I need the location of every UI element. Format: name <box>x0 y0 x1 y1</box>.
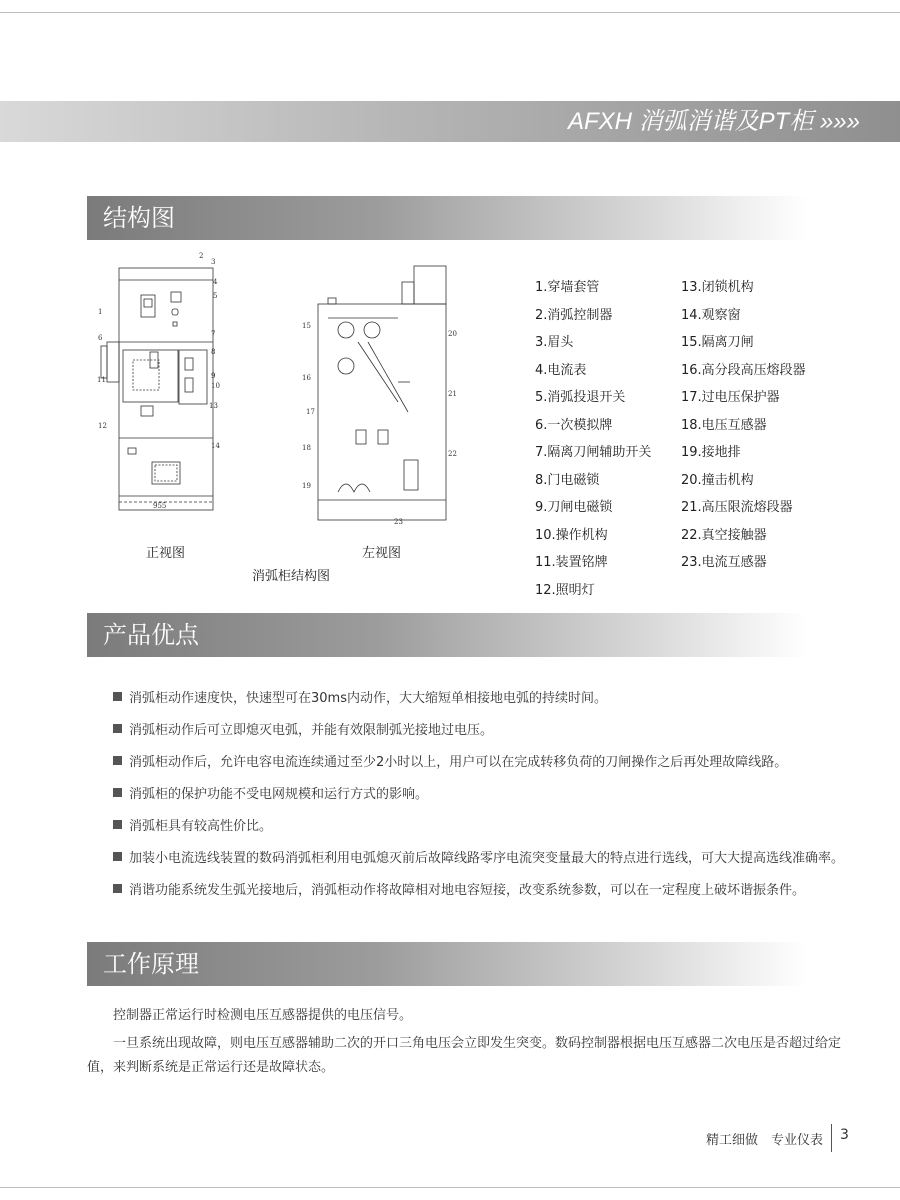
list-item: 7.隔离刀闸辅助开关 <box>535 445 652 460</box>
square-bullet-icon <box>113 724 122 733</box>
mimic-panel <box>123 350 178 402</box>
square-bullet-icon <box>113 788 122 797</box>
list-item: 11.装置铭牌 <box>535 555 608 570</box>
svg-text:1: 1 <box>98 308 103 316</box>
header-banner <box>0 101 900 142</box>
svg-text:19: 19 <box>302 482 311 490</box>
list-item: 13.闭锁机构 <box>681 280 754 295</box>
list-item: 8.门电磁锁 <box>535 472 600 488</box>
list-item: 9.刀闸电磁锁 <box>535 500 613 515</box>
section-header-principle <box>87 942 807 986</box>
list-item: 23.电流互感器 <box>681 555 767 570</box>
fuse <box>356 430 366 444</box>
svg-text:18: 18 <box>302 444 311 452</box>
square-bullet-icon <box>113 820 122 829</box>
principle-paragraph: 一旦系统出现故障，则电压互感器辅助二次的开口三角电压会立即发生突变。数码控制器根据电压互感器二次电压是否超过给定值，来判断系统是正常运行还是故障状态。 <box>87 1036 842 1075</box>
advantage-item: 消谐功能系统发生弧光接地后，消弧柜动作将故障相对地电容短接，改变系统参数，可以在一定程度上破坏谐振条件。 <box>87 879 847 903</box>
list-item: 21.高压限流熔段器 <box>681 500 793 515</box>
advantage-item: 消弧柜具有较高性价比。 <box>87 815 847 839</box>
section-title: 结构图 <box>103 204 175 232</box>
list-item: 10.操作机构 <box>535 527 608 543</box>
svg-text:2: 2 <box>199 252 204 260</box>
list-item: 20.撞击机构 <box>681 472 754 488</box>
page-title: AFXH 消弧消谐及PT柜 »»» <box>567 108 860 135</box>
advantage-item: 消弧柜动作后可立即熄灭电弧，并能有效限制弧光接地过电压。 <box>87 719 847 743</box>
principle-paragraph: 控制器正常运行时检测电压互感器提供的电压信号。 <box>113 1008 413 1023</box>
list-item: 12.照明灯 <box>535 582 595 598</box>
svg-text:22: 22 <box>448 450 457 458</box>
list-item: 19.接地排 <box>681 445 741 460</box>
svg-text:955: 955 <box>153 502 167 510</box>
section-header-advantages <box>87 613 807 657</box>
list-item: 2.消弧控制器 <box>535 307 613 323</box>
section-header-structure <box>87 196 807 240</box>
square-bullet-icon <box>113 884 122 893</box>
front-view-label: 正视图 <box>146 546 186 561</box>
footer-divider <box>831 1124 832 1152</box>
list-item: 18.电压互感器 <box>681 417 767 433</box>
section-title: 产品优点 <box>103 621 199 649</box>
section-title: 工作原理 <box>103 950 199 978</box>
svg-text:8: 8 <box>211 348 216 356</box>
ammeter <box>171 292 181 302</box>
contactor <box>404 460 418 490</box>
parts-list-left <box>535 280 651 610</box>
figure-caption: 消弧柜结构图 <box>252 569 331 584</box>
svg-text:11: 11 <box>97 376 106 384</box>
footer-slogan: 精工细做 专业仪表 <box>705 1133 823 1148</box>
list-item: 4.电流表 <box>535 362 587 378</box>
list-item: 14.观察窗 <box>681 307 741 323</box>
svg-text:5: 5 <box>213 292 218 300</box>
svg-text:20: 20 <box>448 330 457 338</box>
svg-text:10: 10 <box>211 382 220 390</box>
front-view-diagram <box>95 250 235 520</box>
list-item: 15.隔离刀闸 <box>681 335 754 350</box>
top-rule <box>0 12 900 13</box>
advantage-item: 消弧柜的保护功能不受电网规模和运行方式的影响。 <box>87 783 847 807</box>
svg-text:6: 6 <box>98 334 103 342</box>
svg-text:15: 15 <box>302 322 311 330</box>
svg-text:14: 14 <box>211 442 220 450</box>
parts-list-right <box>681 280 806 583</box>
svg-text:23: 23 <box>394 518 403 526</box>
svg-text:3: 3 <box>211 258 216 266</box>
list-item: 5.消弧投退开关 <box>535 390 626 405</box>
advantage-item: 加装小电流选线装置的数码消弧柜利用电弧熄灭前后故障线路零序电流突变量最大的特点进行选线，可大大提高选线准确率。 <box>87 847 847 871</box>
page-number: 3 <box>840 1127 849 1143</box>
svg-text:13: 13 <box>209 402 218 410</box>
advantage-item: 消弧柜动作速度快，快速型可在30ms内动作，大大缩短单相接地电弧的持续时间。 <box>87 687 847 711</box>
svg-text:4: 4 <box>213 278 218 286</box>
bottom-rule <box>0 1187 900 1188</box>
list-item: 22.真空接触器 <box>681 527 767 543</box>
square-bullet-icon <box>113 756 122 765</box>
cabinet-side-outline <box>318 304 446 520</box>
advantage-item: 消弧柜动作后，允许电容电流连续通过至少2小时以上，用户可以在完成转移负荷的刀闸操作之后再处理故障线路。 <box>87 751 847 775</box>
svg-text:9: 9 <box>211 372 216 380</box>
left-view-label: 左视图 <box>362 546 402 561</box>
left-view-diagram <box>298 262 468 527</box>
controller-box <box>141 295 155 317</box>
nameplate <box>141 406 153 416</box>
advantages-list <box>87 687 847 911</box>
svg-text:21: 21 <box>448 390 457 398</box>
square-bullet-icon <box>113 852 122 861</box>
square-bullet-icon <box>113 692 122 701</box>
list-item: 3.眉头 <box>535 335 574 350</box>
svg-text:7: 7 <box>211 330 216 338</box>
svg-text:16: 16 <box>302 374 311 382</box>
list-item: 17.过电压保护器 <box>681 390 780 405</box>
list-item: 16.高分段高压熔段器 <box>681 362 806 378</box>
svg-text:12: 12 <box>98 422 107 430</box>
bushing <box>107 342 119 382</box>
svg-text:17: 17 <box>306 408 315 416</box>
principle-text <box>87 1004 847 1084</box>
list-item: 6.一次模拟牌 <box>535 417 613 433</box>
list-item: 1.穿墙套管 <box>535 280 600 295</box>
